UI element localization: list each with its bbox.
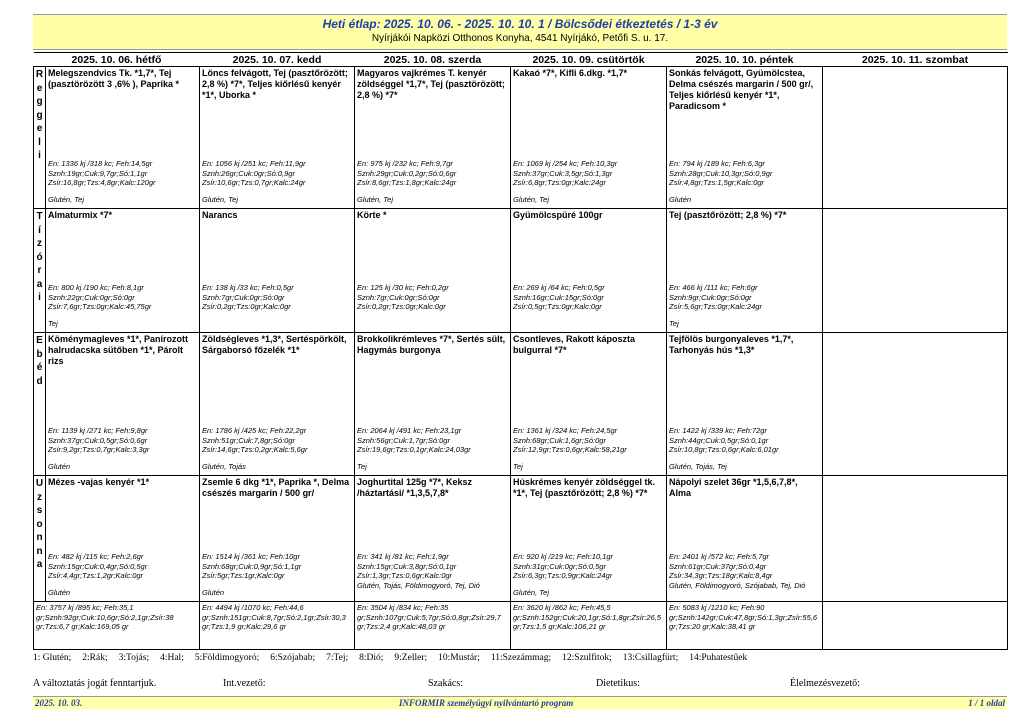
meal-label-letter: z — [37, 238, 42, 249]
nutrition-line: En: 1422 kj /339 kc; Feh:72gr — [669, 426, 767, 435]
menu-cell — [355, 209, 511, 333]
menu-cell — [200, 333, 355, 476]
allergen-info: Tej — [513, 462, 523, 471]
day-header: 2025. 10. 07. kedd — [200, 53, 355, 67]
allergen-legend-item: 13:Csillagfürt; — [622, 653, 679, 663]
nutrition-line: Zsír:14,6gr;Tzs:0,2gr;Kalc:5,6gr — [202, 445, 308, 454]
nutrition-line: Sznh:26gr;Cuk:0gr;Só:0,9gr — [202, 168, 295, 178]
daily-total-cell — [667, 602, 823, 650]
day-header: 2025. 10. 06. hétfő — [34, 53, 200, 67]
menu-title: Heti étlap: 2025. 10. 06. - 2025. 10. 10. 1 / Bölcsődei étkeztetés / 1-3 év — [322, 17, 718, 31]
meal-label-letter: g — [36, 109, 43, 121]
nutrition-line: Sznh:37gr;Cuk:0,5gr;Só:0,6gr — [48, 435, 148, 445]
menu-cell — [355, 476, 511, 602]
dish-name: Sonkás felvágott, Gyümölcstea, Delma csészés margarin / 500 gr/, Teljes kiőrlésű kenyér *1*, Paradicsom * — [669, 68, 814, 111]
meal-label-letter: e — [36, 82, 43, 94]
dish-name: Nápolyi szelet 36gr *1,5,6,7,8*, Alma — [669, 477, 798, 498]
nutrition-line: Zsír:9,2gr;Tzs:0,7gr;Kalc:3,3gr — [48, 445, 150, 454]
menu-cell — [34, 333, 200, 476]
daily-total: En: 3757 kj /895 kc; Feh:35,1 gr;Sznh:92gr;Cuk:10,6gr;Só:2,1gr;Zsír:38 gr;Tzs:6,7 gr;Kalc:169,05 gr — [36, 603, 174, 631]
daily-total — [823, 602, 1007, 604]
page-footer — [33, 696, 1007, 709]
nutrition-line: Sznh:16gr;Cuk:15gr;Só:0gr — [513, 292, 604, 302]
nutrition-line: Zsír:34,3gr;Tzs:18gr;Kalc:8,4gr — [669, 571, 773, 580]
dish-name: Löncs felvágott, Tej (pasztőrözött; 2,8 %) *7*, Teljes kiőrlésű kenyér *1*, Uborka * — [202, 68, 348, 100]
nutrition-line: En: 975 kj /232 kc; Feh:9,7gr — [357, 159, 453, 168]
menu-cell — [511, 67, 667, 209]
meal-label-letter: b — [36, 348, 43, 360]
dish-name: Joghurtital 125g *7*, Keksz /háztartási/ *1,3,5,7,8* — [357, 477, 473, 498]
nutrition-line: Zsír:0,2gr;Tzs:0gr;Kalc:0gr — [357, 302, 446, 311]
nutrition-line: En: 482 kj /115 kc; Feh:2,6gr — [48, 552, 144, 561]
day-header: 2025. 10. 09. csütörtök — [511, 53, 667, 67]
allergen-info: Glutén — [48, 588, 71, 597]
meal-label-letter: o — [36, 518, 43, 530]
allergen-legend-item: 11:Szezámmag; — [490, 653, 552, 663]
allergen-legend-item: 3:Tojás; — [118, 653, 150, 663]
allergen-info: Glutén — [202, 588, 225, 597]
nutrition-line: Sznh:44gr;Cuk:0,5gr;Só:0,1gr — [669, 435, 769, 445]
dish-name: Brokkolikrémleves *7*, Sertés sült, Hagymás burgonya — [357, 334, 506, 355]
allergen-info: Glutén, Tej — [48, 195, 84, 204]
nutrition-line: Zsír:6,8gr;Tzs:0gr;Kalc:24gr — [513, 178, 606, 187]
nutrition-line: En: 920 kj /219 kc; Feh:10,1gr — [513, 552, 614, 561]
allergen-legend-item: 1: Glutén; — [33, 653, 72, 663]
dish-name: Körte * — [357, 210, 387, 220]
dish-name: Mézes -vajas kenyér *1* — [48, 477, 150, 487]
nutrition-line: En: 1056 kj /251 kc; Feh:11,9gr — [202, 159, 306, 168]
allergen-info: Glutén, Tej — [357, 195, 393, 204]
meal-label-letter: e — [36, 123, 43, 134]
dish-name: Köménymagleves *1*, Panírozott halrudacska sütőben *1*, Párolt rizs — [48, 334, 189, 366]
meal-label-letter: a — [36, 278, 43, 290]
meal-label — [34, 209, 46, 332]
daily-total-row — [34, 602, 1008, 650]
weekly-menu-table — [33, 52, 1008, 650]
nutrition-line: En: 466 kj /111 kc; Feh:6gr — [669, 283, 758, 292]
allergen-info: Glutén — [48, 462, 71, 471]
meal-label-letter: a — [36, 559, 43, 570]
dietitian-signature: Dietetikus: — [596, 678, 640, 689]
nutrition-line: Zsír:7,6gr;Tzs:0gr;Kalc:45,75gr — [48, 302, 152, 311]
dish-name: Csontleves, Rakott káposzta bulgurral *7* — [513, 334, 636, 355]
meal-label-letter: z — [37, 491, 42, 503]
nutrition-line: Zsír:10,8gr;Tzs:0,6gr;Kalc:6,01gr — [669, 445, 779, 454]
nutrition-line: Zsír:4,8gr;Tzs:1,5gr;Kalc:0gr — [669, 178, 765, 187]
nutrition-line: Glutén, Földimogyoró, Szójabab, Tej, Dió — [669, 580, 806, 590]
meal-label-letter: d — [36, 375, 43, 387]
menu-cell — [823, 209, 1008, 333]
allergen-info: Glutén — [669, 195, 692, 204]
allergen-legend-item: 4:Hal; — [160, 653, 184, 663]
nutrition-line: Sznh:31gr;Cuk:0gr;Só:0,5gr — [513, 561, 606, 571]
allergen-legend-item: 12:Szulfitok; — [562, 653, 612, 663]
nutrition-line: En: 1361 kj /324 kc; Feh:24,5gr — [513, 426, 618, 435]
nutrition-line: Zsír:19,6gr;Tzs:0,1gr;Kalc:24,03gr — [357, 445, 471, 454]
allergen-info: Tej — [357, 462, 367, 471]
program-name: INFORMIR személyügyi nyilvántartó program — [399, 698, 574, 708]
dish-name: Tej (pasztőrözött; 2,8 %) *7* — [669, 210, 787, 220]
kitchen-address: Nyírjákói Napközi Otthonos Konyha, 4541 Nyírjákó, Petőfi S. u. 17. — [371, 33, 669, 44]
meal-row — [34, 209, 1008, 333]
menu-cell — [355, 333, 511, 476]
dish-name: Melegszendvics Tk. *1,7*, Tej (pasztörözött 3 ,6% ), Paprika * — [48, 68, 180, 89]
menu-cell — [511, 476, 667, 602]
dish-name: Narancs — [202, 210, 238, 220]
allergen-legend-item: 14:Puhatestűek — [689, 653, 748, 663]
food-manager-signature: Élelmezésvezető: — [790, 678, 860, 689]
allergen-info: Glutén, Tej — [513, 195, 549, 204]
meal-label-letter: n — [36, 545, 43, 557]
manager-signature: Int.vezető: — [223, 678, 266, 689]
menu-cell — [823, 67, 1008, 209]
menu-cell — [667, 209, 823, 333]
meal-label — [34, 333, 46, 475]
allergen-legend-item: 6:Szójabab; — [270, 653, 316, 663]
nutrition-line: Sznh:7gr;Cuk:0gr;Só:0gr — [202, 292, 285, 302]
daily-total: En: 3504 kj /834 kc; Feh:35 gr;Sznh:107gr;Cuk:5,7gr;Só:0,8gr;Zsír:29,7 gr;Tzs:2,4 gr;Kalc:48,03 gr — [357, 603, 501, 631]
daily-total-cell — [511, 602, 667, 650]
meal-label-letter: í — [38, 224, 41, 236]
menu-cell — [823, 333, 1008, 476]
dish-name: Almaturmix *7* — [48, 210, 113, 220]
menu-header — [33, 14, 1007, 50]
nutrition-line: En: 269 kj /64 kc; Feh:0,5gr — [513, 283, 605, 292]
dish-name: Kakaó *7*, Kifli 6.dkg. *1,7* — [513, 68, 628, 78]
dish-name: Gyümölcspüré 100gr — [513, 210, 603, 220]
nutrition-line: Sznh:28gr;Cuk:10,3gr;Só:0,9gr — [669, 168, 773, 178]
nutrition-line: Sznh:7gr;Cuk:0gr;Só:0gr — [357, 292, 440, 302]
nutrition-line: Sznh:9gr;Cuk:0gr;Só:0gr — [669, 292, 752, 302]
nutrition-line: Sznh:22gr;Cuk:0gr;Só:0gr — [48, 292, 135, 302]
nutrition-line: En: 1336 kj /318 kc; Feh:14,5gr — [48, 159, 153, 168]
daily-total: En: 3620 kj /862 kc; Feh:45,5 gr;Sznh:152gr;Cuk:20,1gr;Só:1,8gr;Zsír:26,5 gr;Tzs:1,5 gr;Kalc:106,21 gr — [513, 603, 661, 631]
menu-cell — [200, 209, 355, 333]
day-header: 2025. 10. 10. péntek — [667, 53, 823, 67]
nutrition-line: Zsír:5,6gr;Tzs:0gr;Kalc:24gr — [669, 302, 762, 311]
menu-cell — [823, 476, 1008, 602]
dish-name: Húskrémes kenyér zöldséggel tk. *1*, Tej (pasztőrözött; 2,8 %) *7* — [513, 477, 656, 498]
nutrition-line: En: 2064 kj /491 kc; Feh:23,1gr — [357, 426, 462, 435]
nutrition-line: En: 2401 kj /572 kc; Feh:5,7gr — [669, 552, 770, 561]
meal-label-letter: é — [36, 362, 43, 373]
nutrition-line: Zsír:5gr;Tzs:1gr;Kalc:0gr — [202, 571, 285, 580]
allergen-info: Tej — [669, 319, 679, 328]
nutrition-line: Sznh:29gr;Cuk:0,2gr;Só:0,6gr — [357, 168, 457, 178]
menu-cell — [355, 67, 511, 209]
dish-name: Zöldségleves *1,3*, Sertéspörkölt, Sárgaborsó főzelék *1* — [202, 334, 347, 355]
nutrition-line: En: 1514 kj /361 kc; Feh:10gr — [202, 552, 300, 561]
allergen-info: Glutén, Tej — [202, 195, 238, 204]
nutrition-line: En: 800 kj /190 kc; Feh:8,1gr — [48, 283, 144, 292]
nutrition-line: En: 1139 kj /271 kc; Feh:9,8gr — [48, 426, 148, 435]
menu-cell — [667, 476, 823, 602]
cook-signature: Szakács: — [428, 678, 463, 689]
nutrition-line: Glutén, Tojás, Földimogyoró, Tej, Dió — [357, 580, 480, 590]
page-number: 1 / 1 oldal — [968, 698, 1005, 708]
nutrition-line: En: 125 kj /30 kc; Feh:0,2gr — [357, 283, 449, 292]
allergen-info: Glutén, Tojás, Tej — [669, 462, 727, 471]
menu-cell — [511, 209, 667, 333]
print-date: 2025. 10. 03. — [35, 698, 83, 708]
meal-row — [34, 67, 1008, 209]
dish-name: Magyaros vajkrémes T. kenyér zöldséggel *1,7*, Tej (pasztörözött; 2,8 %) *7* — [357, 68, 505, 100]
allergen-info: Tej — [48, 319, 58, 328]
nutrition-line: Zsír:8,6gr;Tzs:1,8gr;Kalc:24gr — [357, 178, 457, 187]
menu-cell — [34, 67, 200, 209]
nutrition-line: Sznh:19gr;Cuk:9,7gr;Só:1,1gr — [48, 168, 148, 178]
meal-label — [34, 67, 46, 208]
meal-label-letter: R — [35, 69, 44, 80]
nutrition-line: Sznh:15gr;Cuk:0,4gr;Só:0,5gr — [48, 561, 148, 571]
meal-label-letter: i — [38, 292, 41, 303]
allergen-legend-item: 7:Tej; — [326, 653, 349, 663]
nutrition-line: Sznh:37gr;Cuk:3,5gr;Só:1,3gr — [513, 168, 613, 178]
menu-cell — [511, 333, 667, 476]
meal-row — [34, 333, 1008, 476]
day-header: 2025. 10. 08. szerda — [355, 53, 511, 67]
nutrition-line: En: 1069 kj /254 kc; Feh:10,3gr — [513, 159, 618, 168]
dish-name: Tejfölös burgonyaleves *1,7*, Tarhonyás hús *1,3* — [669, 334, 794, 355]
daily-total-cell — [200, 602, 355, 650]
meal-label-letter: T — [36, 211, 43, 222]
nutrition-line: En: 794 kj /189 kc; Feh:6,3gr — [669, 159, 765, 168]
meal-label-letter: r — [37, 265, 42, 276]
nutrition-line: Zsír:0,5gr;Tzs:0gr;Kalc:0gr — [513, 302, 602, 311]
nutrition-line: Sznh:61gr;Cuk:37gr;Só:0,4gr — [669, 561, 767, 571]
menu-cell — [667, 333, 823, 476]
nutrition-line: En: 1786 kj /425 kc; Feh:22,2gr — [202, 426, 307, 435]
allergen-legend-item: 9:Zeller; — [394, 653, 428, 663]
allergen-info: Glutén, Tej — [513, 588, 549, 597]
nutrition-line: Sznh:56gr;Cuk:1,7gr;Só:0gr — [357, 435, 450, 445]
meal-label-letter: l — [38, 136, 41, 148]
nutrition-line: Sznh:68gr;Cuk:1,6gr;Só:0gr — [513, 435, 606, 445]
nutrition-line: Zsír:6,3gr;Tzs:0,9gr;Kalc:24gr — [513, 571, 613, 580]
meal-label — [34, 476, 46, 601]
rights-note: A változtatás jogát fenntartjuk. — [33, 678, 157, 689]
nutrition-line: En: 341 kj /81 kc; Feh:1,9gr — [357, 552, 449, 561]
nutrition-line: Zsír:10,6gr;Tzs:0,7gr;Kalc:24gr — [202, 178, 306, 187]
menu-cell — [200, 67, 355, 209]
allergen-legend-item: 10:Mustár; — [438, 653, 480, 663]
daily-total-cell — [823, 602, 1008, 650]
nutrition-line: Sznh:51gr;Cuk:7,8gr;Só:0gr — [202, 435, 295, 445]
menu-cell — [200, 476, 355, 602]
meal-label-letter: U — [35, 478, 44, 489]
nutrition-line: Sznh:15gr;Cuk:3,8gr;Só:0,1gr — [357, 561, 457, 571]
meal-label-letter: g — [36, 96, 43, 107]
day-header: 2025. 10. 11. szombat — [823, 53, 1008, 67]
meal-row — [34, 476, 1008, 602]
allergen-info: Glutén, Tojás — [202, 462, 246, 471]
menu-cell — [34, 476, 200, 602]
menu-cell — [34, 209, 200, 333]
meal-label-letter: ó — [36, 251, 43, 263]
nutrition-line: Zsír:1,3gr;Tzs:0,6gr;Kalc:0gr — [357, 571, 453, 580]
daily-total: En: 5083 kj /1210 kc; Feh:90 gr;Sznh:142gr;Cuk:47,8gr;Só:1,3gr;Zsír:55,6 gr;Tzs:20 gr;Kalc:38,41 gr — [669, 603, 817, 631]
day-header-row — [34, 53, 1008, 67]
nutrition-line: Zsír:12,9gr;Tzs:0,6gr;Kalc:58,21gr — [513, 445, 627, 454]
allergen-legend-item: 8:Dió; — [359, 653, 384, 663]
meal-label-letter: E — [36, 335, 43, 346]
daily-total: En: 4494 kj /1070 kc; Feh:44,6 gr;Sznh:151gr;Cuk:8,7gr;Só:2,1gr;Zsír:30,3 gr;Tzs:1,9 gr;Kalc:29,6 gr — [202, 603, 346, 631]
nutrition-line: Zsír:0,2gr;Tzs:0gr;Kalc:0gr — [202, 302, 291, 311]
daily-total-cell — [34, 602, 200, 650]
meal-label-letter: s — [36, 505, 43, 516]
nutrition-line: Zsír:16,8gr;Tzs:4,8gr;Kalc:120gr — [48, 178, 156, 187]
menu-cell — [667, 67, 823, 209]
allergen-legend — [33, 653, 1007, 663]
nutrition-line: Sznh:68gr;Cuk:0,9gr;Só:1,1gr — [202, 561, 302, 571]
nutrition-line: En: 138 kj /33 kc; Feh:0,5gr — [202, 283, 294, 292]
nutrition-line: Zsír:4,4gr;Tzs:1,2gr;Kalc:0gr — [48, 571, 144, 580]
dish-name: Zsemle 6 dkg *1*, Paprika *, Delma csészés margarin / 500 gr/ — [202, 477, 350, 498]
daily-total-cell — [355, 602, 511, 650]
meal-label-letter: n — [36, 532, 43, 543]
allergen-legend-item: 5:Földimogyoró; — [194, 653, 260, 663]
allergen-legend-item: 2:Rák; — [82, 653, 108, 663]
meal-label-letter: i — [38, 150, 41, 161]
